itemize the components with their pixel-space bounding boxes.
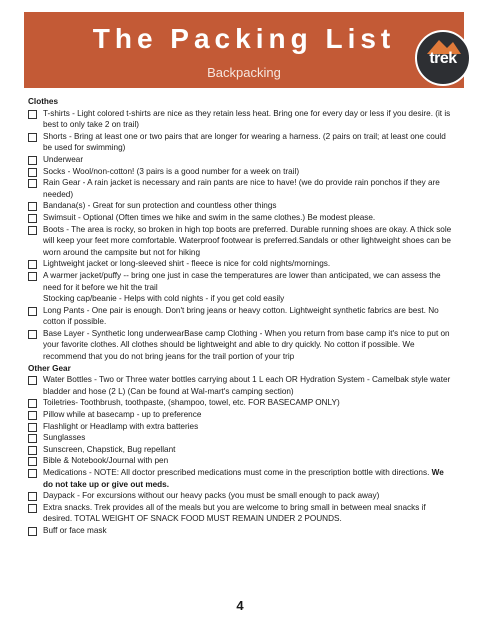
item-text: Sunscreen, Chapstick, Bug repellant	[43, 444, 176, 454]
checklist-item	[28, 305, 456, 328]
item-text: Toiletries- Toothbrush, toothpaste, (shampoo, towel, etc. FOR BASECAMP ONLY)	[43, 398, 340, 408]
checklist-item	[28, 224, 456, 259]
checkbox[interactable]	[28, 411, 37, 420]
checkbox[interactable]	[28, 469, 37, 478]
checklist-item	[28, 490, 456, 502]
section-heading: Other Gear	[28, 363, 71, 373]
checkbox[interactable]	[28, 156, 37, 165]
checklist-item	[28, 154, 456, 166]
item-text: Long Pants - One pair is enough. Don't bring jeans or heavy cotton. Lightweight synthetic fabrics are best. No cotton if possible.	[43, 305, 439, 327]
item-text: Stocking cap/beanie - Helps with cold nights - if you get cold easily	[43, 294, 285, 304]
checklist-item	[28, 455, 456, 467]
checkbox[interactable]	[28, 272, 37, 281]
checklist-item	[28, 166, 456, 178]
item-text: Bible & Notebook/Journal with pen	[43, 456, 169, 466]
item-text: Extra snacks. Trek provides all of the meals but you are welcome to bring small in between meal snacks if desired. TOTAL WEIGHT OF SNACK FOOD MUST REMAIN UNDER 2 POUNDS.	[43, 502, 426, 524]
checklist-item	[28, 270, 456, 293]
checklist-item	[28, 421, 456, 433]
checklist-item	[28, 108, 456, 131]
checklist-item	[28, 467, 456, 490]
item-text: Shorts - Bring at least one or two pairs that are longer for wearing a harness. (2 pairs on trail; at least one could be used for swimming)	[43, 131, 446, 153]
checkbox[interactable]	[28, 110, 37, 119]
checklist-item	[28, 397, 456, 409]
checkbox[interactable]	[28, 307, 37, 316]
logo-text: trek	[429, 50, 457, 67]
checklist-item	[28, 177, 456, 200]
checkbox[interactable]	[28, 492, 37, 501]
item-text: Socks - Wool/non-cotton! (3 pairs is a good number for a week on trail)	[43, 166, 300, 176]
item-text: Pillow while at basecamp - up to preference	[43, 410, 202, 420]
item-text: T-shirts - Light colored t-shirts are nice as they retain less heat. Bring one for every day or less if you desire. (it is best to only take 2 on trail)	[43, 108, 451, 130]
checklist-item	[28, 258, 456, 270]
page-title: The Packing List	[92, 23, 396, 54]
page-number: 4	[236, 598, 244, 613]
item-text: Bandana(s) - Great for sun protection and countless other things	[43, 201, 277, 211]
checklist-item	[28, 293, 456, 305]
checkbox[interactable]	[28, 434, 37, 443]
checklist-item	[28, 525, 456, 537]
checkbox[interactable]	[28, 376, 37, 385]
checkbox[interactable]	[28, 423, 37, 432]
item-text: Swimsuit - Optional (Often times we hike and swim in the same clothes.) Be modest please.	[43, 212, 376, 222]
checkbox[interactable]	[28, 179, 37, 188]
checklist-item	[28, 444, 456, 456]
item-text: Daypack - For excursions without our heavy packs (you must be small enough to pack away)	[43, 491, 380, 501]
checkbox[interactable]	[28, 202, 37, 211]
header-banner	[24, 12, 464, 88]
item-text: Rain Gear - A rain jacket is necessary and rain pants are nice to have! (we do provide rain ponchos if they are needed)	[43, 178, 440, 199]
checkbox[interactable]	[28, 330, 37, 339]
checklist-item	[28, 212, 456, 224]
checklist-item	[28, 502, 456, 525]
checklist-item	[28, 328, 456, 363]
checkbox[interactable]	[28, 504, 37, 513]
checkbox[interactable]	[28, 226, 37, 235]
checkbox[interactable]	[28, 527, 37, 536]
item-text: A warmer jacket/puffy -- bring one just in case the temperatures are lower than anticipated, we can assess the need for it before we hit the trail	[43, 270, 441, 292]
checklist-item	[28, 374, 456, 397]
section-heading: Clothes	[28, 97, 59, 106]
item-text: Medications - NOTE: All doctor prescribed medications must come in the prescription bottle with directions.	[43, 468, 432, 477]
item-text: Underwear	[43, 154, 84, 164]
checkbox[interactable]	[28, 168, 37, 177]
trek-logo	[415, 30, 471, 86]
item-text: Base Layer - Synthetic long underwearBase camp Clothing - When you return from base camp it's nice to put on your favorite clothes. All clothes should be lightweight and able to dry quickly. No cotton if possible. We recommend that you do not bring jeans for the trail portion of your trip	[43, 328, 450, 362]
item-text: Water Bottles - Two or Three water bottles carrying about 1 L each OR Hydration System - Camelbak style water bladder and hose (2 L) (Can be found at Wal-mart's camping section)	[43, 375, 451, 396]
checkbox[interactable]	[28, 133, 37, 142]
checkbox[interactable]	[28, 399, 37, 408]
checkbox[interactable]	[28, 260, 37, 269]
checkbox[interactable]	[28, 214, 37, 223]
item-text: Lightweight jacket or long-sleeved shirt - fleece is nice for cold nights/mornings.	[43, 259, 331, 269]
item-text: Boots - The area is rocky, so broken in high top boots are preferred. Durable running shoes are okay. A thick sole will keep your feet more comfortable. Waterproof footwear is preferred.Sandals or other lightweight shoes can be worn around the campsite but not for hiking	[43, 224, 452, 257]
item-text: Buff or face mask	[43, 525, 107, 535]
checklist-item	[28, 131, 456, 154]
checklist-item	[28, 432, 456, 444]
item-emphasis: We do not take up or give out meds.	[43, 468, 444, 489]
packing-list	[28, 96, 456, 537]
checklist-item	[28, 200, 456, 212]
checkbox[interactable]	[28, 446, 37, 455]
checkbox[interactable]	[28, 457, 37, 466]
item-text: Sunglasses	[43, 433, 86, 443]
checklist-item	[28, 409, 456, 421]
item-text: Flashlight or Headlamp with extra batteries	[43, 421, 199, 431]
page-subtitle: Backpacking	[207, 65, 281, 80]
